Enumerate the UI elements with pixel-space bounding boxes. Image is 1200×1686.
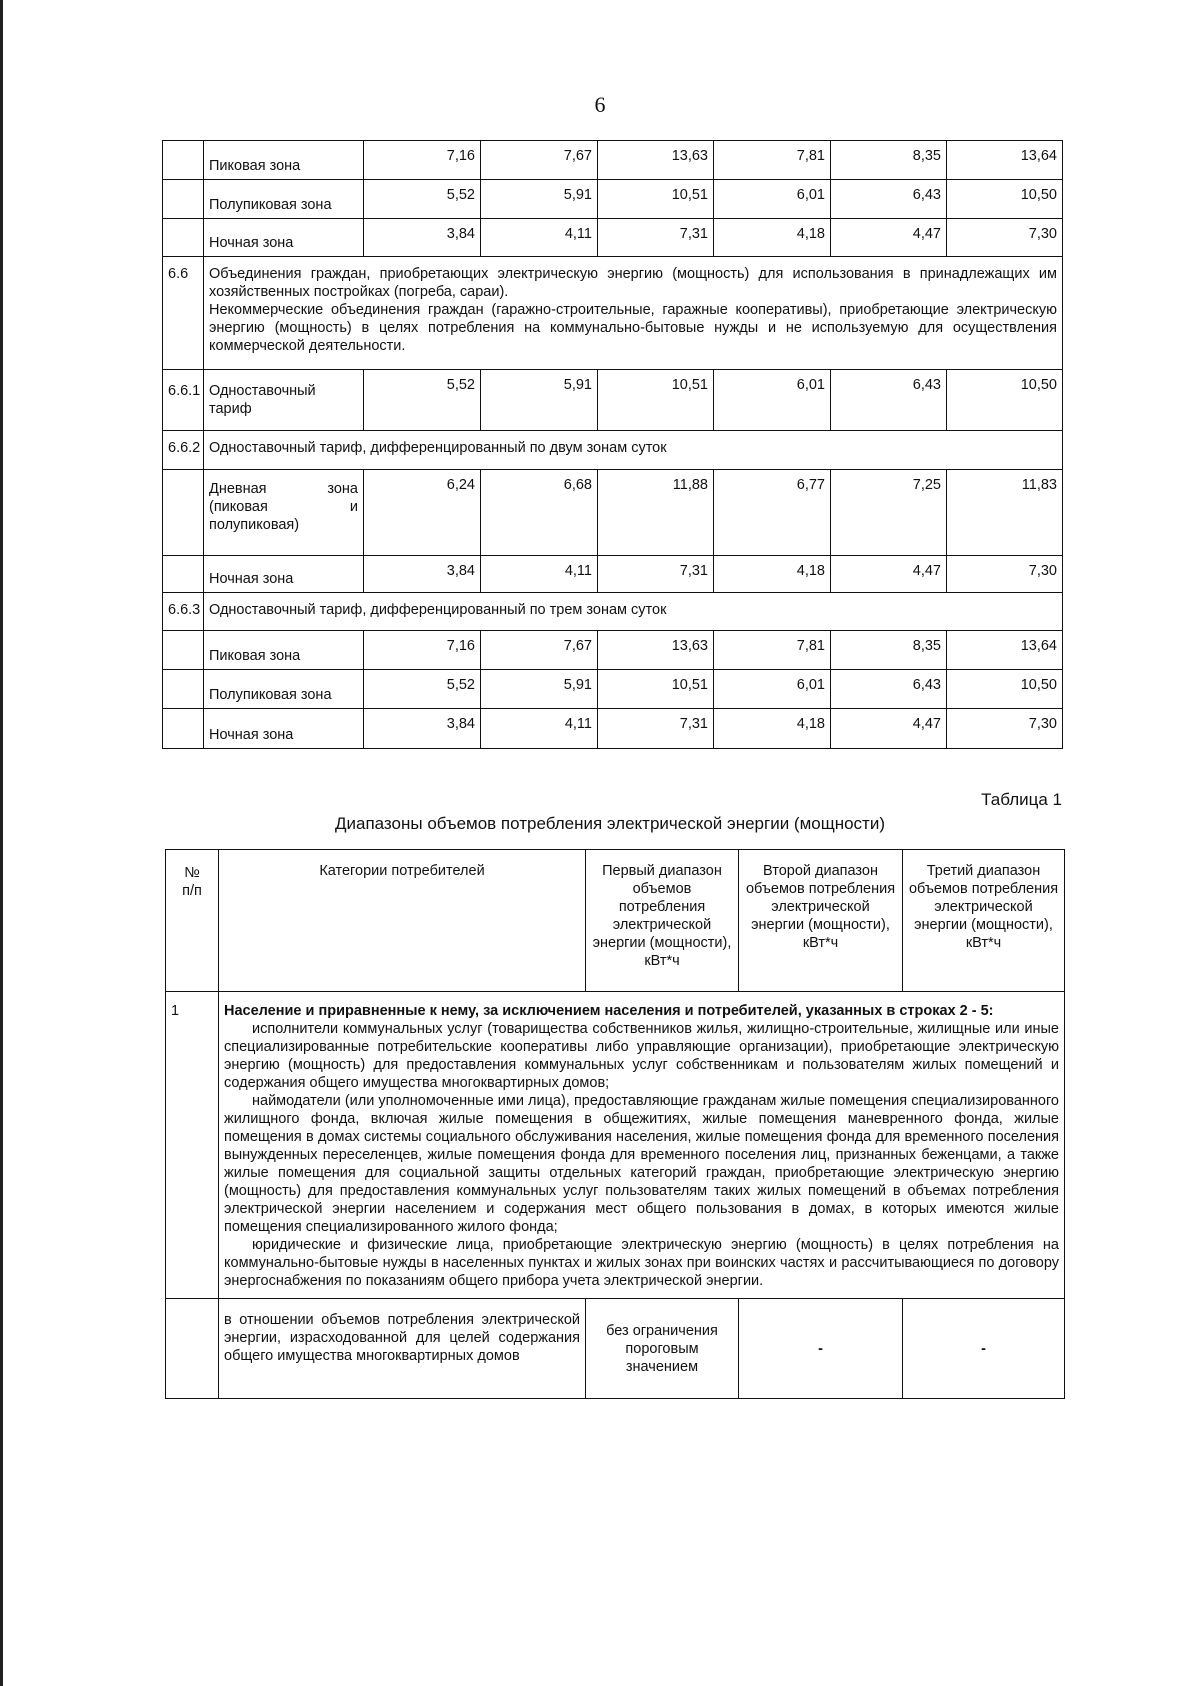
tariff-value: 7,30: [947, 219, 1063, 257]
empty-cell: [166, 1299, 219, 1399]
tariff-value: 6,43: [831, 180, 947, 219]
row-label: Одноставочный тариф: [204, 370, 364, 431]
category-paragraph: наймодатели (или уполномоченные ими лица), предоставляющие гражданам жилые помещения специализированного жилищного фонда, включая жилые помещения в общежитиях, жилые помещения маневренного фонда, жилые помещения в домах системы социального обслуживания населения, жилые помещения фонда для временного поселения вынужденных переселенцев, жилые помещения фонда для временного поселения лиц, признанных беженцами, а также жилые помещения для социальной защиты отдельных категорий граждан, приобретающие электрическую энергию (мощность) для предоставления коммунальных услуг пользователям таких жилых помещений в объемах потребления электрической энергии населением и содержания мест общего пользования в домах, в которых имеются жилые помещения специализированного жилого фонда;: [224, 1093, 1059, 1235]
row-num: 6.6.1: [163, 370, 204, 431]
tariff-value: 5,52: [364, 180, 481, 219]
tariff-value: 5,52: [364, 370, 481, 431]
row-label: Пиковая зона: [204, 631, 364, 670]
row-label: Дневная зона (пиковая и полупиковая): [204, 470, 364, 556]
empty-cell: [163, 219, 204, 257]
first-range-value: без ограничения пороговым значением: [586, 1299, 739, 1399]
tariff-value: 4,18: [714, 556, 831, 593]
tariff-value: 6,01: [714, 180, 831, 219]
spacer: [0, 835, 1200, 849]
table-number: Таблица 1: [981, 790, 1062, 809]
row-label: Пиковая зона: [204, 141, 364, 180]
header-category: Категории потребителей: [219, 850, 586, 992]
tariff-value: 10,51: [598, 370, 714, 431]
tariff-table: [162, 140, 1063, 749]
section-row: [163, 431, 1063, 470]
third-range-value: -: [903, 1299, 1065, 1399]
page-content: [0, 140, 1200, 1399]
tariff-value: 7,67: [481, 631, 598, 670]
tariff-value: 4,47: [831, 219, 947, 257]
section-text: Некоммерческие объединения граждан (гаражно-строительные, гаражные кооперативы), приобретающие электрическую энергию (мощность) в целях потребления на коммунально-бытовые нужды и не используемую для осуществления коммерческой деятельности.: [209, 302, 1057, 354]
section-row: [163, 593, 1063, 631]
tariff-value: 6,24: [364, 470, 481, 556]
row-num: 1: [166, 992, 219, 1299]
table-row: [166, 992, 1065, 1299]
tariff-value: 7,31: [598, 556, 714, 593]
tariff-value: 8,35: [831, 141, 947, 180]
tariff-value: 11,83: [947, 470, 1063, 556]
empty-cell: [163, 180, 204, 219]
section-title: Одноставочный тариф, дифференцированный по трем зонам суток: [204, 593, 1063, 631]
category-heading: Население и приравненные к нему, за исключением населения и потребителей, указанных в строках 2 - 5:: [224, 1003, 994, 1019]
tariff-value: 3,84: [364, 556, 481, 593]
tariff-value: 8,35: [831, 631, 947, 670]
tariff-value: 6,43: [831, 670, 947, 709]
table-row: [163, 370, 1063, 431]
tariff-value: 10,50: [947, 370, 1063, 431]
row-label: Ночная зона: [204, 556, 364, 593]
table-row: [163, 141, 1063, 180]
tariff-value: 10,51: [598, 180, 714, 219]
header-first-range: Первый диапазон объемов потребления электрической энергии (мощности), кВт*ч: [586, 850, 739, 992]
table-row: [163, 219, 1063, 257]
category-paragraph: исполнители коммунальных услуг (товарищества собственников жилья, жилищно-строительные, жилищные или иные специализированные потребительские кооперативы либо управляющие организации), приобретающие электрическую энергию (мощность) для предоставления коммунальных услуг собственникам и пользователям жилых помещений и содержания общего имущества многоквартирных домов;: [224, 1021, 1059, 1091]
section-text: Объединения граждан, приобретающих электрическую энергию (мощность) для использования в принадлежащих им хозяйственных постройках (погреба, сараи).: [209, 266, 1057, 300]
tariff-value: 6,01: [714, 670, 831, 709]
tariff-value: 13,63: [598, 631, 714, 670]
table-title: Диапазоны объемов потребления электрической энергии (мощности): [335, 814, 885, 833]
table-row: [163, 180, 1063, 219]
tariff-value: 7,31: [598, 219, 714, 257]
section-title: Одноставочный тариф, дифференцированный по двум зонам суток: [204, 431, 1063, 470]
row-label: Полупиковая зона: [204, 180, 364, 219]
tariff-value: 5,52: [364, 670, 481, 709]
row-label: в отношении объемов потребления электрической энергии, израсходованной для целей содержания общего имущества многоквартирных домов: [219, 1299, 586, 1399]
table-row: [163, 709, 1063, 749]
header-num: № п/п: [166, 850, 219, 992]
tariff-value: 13,63: [598, 141, 714, 180]
consumption-ranges-table: [165, 849, 1065, 1399]
tariff-value: 4,11: [481, 219, 598, 257]
tariff-value: 10,51: [598, 670, 714, 709]
tariff-value: 7,30: [947, 709, 1063, 749]
tariff-value: 13,64: [947, 631, 1063, 670]
tariff-value: 4,11: [481, 556, 598, 593]
section-description: [204, 257, 1063, 370]
section-num: 6.6.3: [163, 593, 204, 631]
empty-cell: [163, 141, 204, 180]
tariff-value: 4,11: [481, 709, 598, 749]
table-row: [163, 670, 1063, 709]
tariff-value: 13,64: [947, 141, 1063, 180]
table-row: [166, 1299, 1065, 1399]
row-category-description: [219, 992, 1065, 1299]
page-number: 6: [594, 92, 606, 117]
tariff-value: 7,16: [364, 631, 481, 670]
tariff-value: 10,50: [947, 180, 1063, 219]
tariff-value: 7,67: [481, 141, 598, 180]
tariff-value: 7,16: [364, 141, 481, 180]
row-label: Ночная зона: [204, 219, 364, 257]
tariff-value: 11,88: [598, 470, 714, 556]
empty-cell: [163, 631, 204, 670]
tariff-value: 5,91: [481, 180, 598, 219]
tariff-value: 4,18: [714, 709, 831, 749]
tariff-value: 5,91: [481, 670, 598, 709]
tariff-value: 7,81: [714, 141, 831, 180]
tariff-value: 6,68: [481, 470, 598, 556]
tariff-value: 5,91: [481, 370, 598, 431]
tariff-value: 6,01: [714, 370, 831, 431]
tariff-value: 7,30: [947, 556, 1063, 593]
section-num: 6.6: [163, 257, 204, 370]
tariff-value: 4,47: [831, 556, 947, 593]
section-row: [163, 257, 1063, 370]
empty-cell: [163, 556, 204, 593]
table-row: [163, 556, 1063, 593]
table-row: [163, 470, 1063, 556]
second-range-value: -: [739, 1299, 903, 1399]
empty-cell: [163, 470, 204, 556]
tariff-value: 3,84: [364, 709, 481, 749]
section-num: 6.6.2: [163, 431, 204, 470]
tariff-value: 7,81: [714, 631, 831, 670]
tariff-value: 6,77: [714, 470, 831, 556]
header-second-range: Второй диапазон объемов потребления электрической энергии (мощности), кВт*ч: [739, 850, 903, 992]
tariff-value: 7,31: [598, 709, 714, 749]
tariff-value: 10,50: [947, 670, 1063, 709]
category-paragraph: юридические и физические лица, приобретающие электрическую энергию (мощность) в целях потребления на коммунально-бытовые нужды в населенных пунктах и жилых зонах при воинских частях и рассчитывающиеся по договору энергоснабжения по показаниям общего прибора учета электрической энергии.: [224, 1237, 1059, 1289]
empty-cell: [163, 709, 204, 749]
header-row: [166, 850, 1065, 992]
row-label: Полупиковая зона: [204, 670, 364, 709]
tariff-value: 7,25: [831, 470, 947, 556]
empty-cell: [163, 670, 204, 709]
tariff-value: 6,43: [831, 370, 947, 431]
table-row: [163, 631, 1063, 670]
row-label: Ночная зона: [204, 709, 364, 749]
tariff-value: 3,84: [364, 219, 481, 257]
tariff-value: 4,18: [714, 219, 831, 257]
tariff-value: 4,47: [831, 709, 947, 749]
header-third-range: Третий диапазон объемов потребления электрической энергии (мощности), кВт*ч: [903, 850, 1065, 992]
